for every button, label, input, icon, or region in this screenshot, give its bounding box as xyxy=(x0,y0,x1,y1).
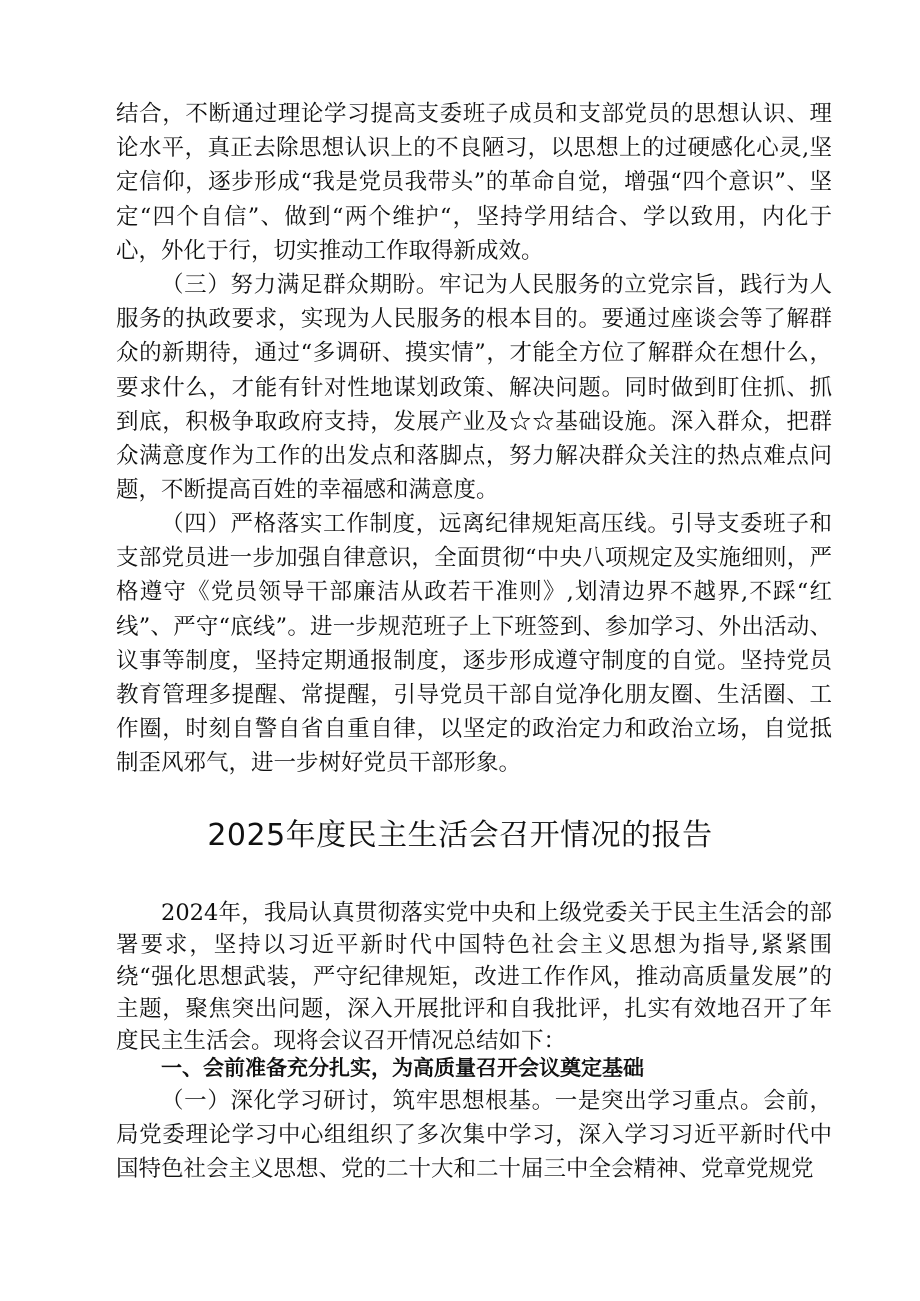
paragraph-meet-public-expectations: （三）努力满足群众期盼。牢记为人民服务的立党宗旨，践行为人服务的执政要求，实现为人民服务的根本目的。要通过座谈会等了解群众的新期待，通过“多调研、摸实情”，才能全方位了解群众在想什么，要求什么，才能有针对性地谋划政策、解决问题。同时做到盯住抓、抓到底，积极争取政府支持，发展产业及☆☆基础设施。深入群众，把群众满意度作为工作的出发点和落脚点，努力解决群众关注的热点难点问题，不断提高百姓的幸福感和满意度。 xyxy=(116,272,832,504)
paragraph-theory-study: 结合，不断通过理论学习提高支委班子成员和支部党员的思想认识、理论水平，真正去除思想认识上的不良陋习，以思想上的过硬感化心灵,坚定信仰，逐步形成“我是党员我带头”的革命自觉，增强“四个意识”、坚定“四个自信”、做到“两个维护“，坚持学用结合、学以致用，内化于心，外化于行，切实推动工作取得新成效。 xyxy=(116,101,832,264)
report-title: 2025年度民主生活会召开情况的报告 xyxy=(207,818,713,853)
paragraph-study-deepening: （一）深化学习研讨，筑牢思想根基。一是突出学习重点。会前，局党委理论学习中心组组织了多次集中学习，深入学习习近平新时代中国特色社会主义思想、党的二十大和二十届三中全会精神、党章党规党 xyxy=(116,1088,832,1182)
paragraph-report-intro: 2024年，我局认真贯彻落实党中央和上级党委关于民主生活会的部署要求，坚持以习近平新时代中国特色社会主义思想为指导,紧紧围绕“强化思想武装，严守纪律规矩，改进工作作风，推动高质量发展”的主题，聚焦突出问题，深入开展批评和自我批评，扎实有效地召开了年度民主生活会。现将会议召开情况总结如下： xyxy=(116,900,832,1054)
section-heading-preparation: 一、会前准备充分扎实，为高质量召开会议奠定基础 xyxy=(161,1056,644,1080)
paragraph-work-system: （四）严格落实工作制度，远离纪律规矩高压线。引导支委班子和支部党员进一步加强自律意识，全面贯彻“中央八项规定及实施细则，严格遵守《党员领导干部廉洁从政若干准则》,划清边界不越界,不踩“红线”、严守“底线”。进一步规范班子上下班签到、参加学习、外出活动、议事等制度，坚持定期通报制度，逐步形成遵守制度的自觉。坚持党员教育管理多提醒、常提醒，引导党员干部自觉净化朋友圈、生活圈、工作圈，时刻自警自省自重自律，以坚定的政治定力和政治立场，自觉抵制歪风邪气，进一步树好党员干部形象。 xyxy=(116,511,832,777)
